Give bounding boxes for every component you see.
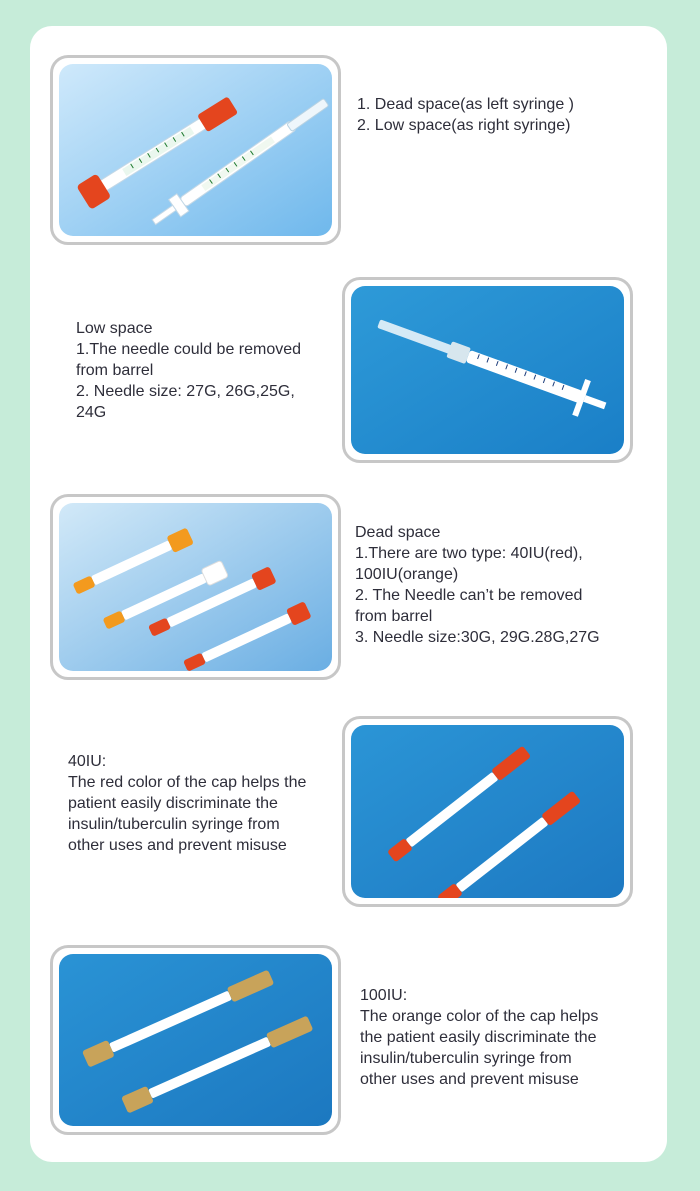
overview-image-frame bbox=[50, 55, 341, 245]
low-space-heading: Low space bbox=[76, 320, 153, 337]
40iu-text bbox=[68, 751, 306, 856]
100iu-text bbox=[360, 985, 598, 1090]
syringe-pair-icon bbox=[59, 64, 332, 236]
40iu-line-1: The red color of the cap helps the bbox=[68, 774, 307, 791]
dead-space-line-1: 1.There are two type: 40IU(red), bbox=[355, 545, 583, 562]
dead-space-heading: Dead space bbox=[355, 524, 441, 541]
low-space-line-3: 2. Needle size: 27G, 26G,25G, bbox=[76, 383, 295, 400]
dead-space-text bbox=[355, 522, 600, 648]
orange-cap-syringes-icon bbox=[59, 954, 332, 1126]
40iu-line-4: other uses and prevent misuse bbox=[68, 837, 287, 854]
red-cap-syringes-icon bbox=[351, 725, 624, 898]
dead-space-line-2: 100IU(orange) bbox=[355, 566, 459, 583]
40iu-heading: 40IU: bbox=[68, 753, 107, 770]
low-space-text bbox=[76, 318, 301, 423]
100iu-line-2: the patient easily discriminate the bbox=[360, 1029, 597, 1046]
overview-line-2: 2. Low space(as right syringe) bbox=[357, 117, 571, 134]
100iu-line-3: insulin/tuberculin syringe from bbox=[360, 1050, 572, 1067]
dead-space-syringes-icon bbox=[59, 503, 332, 671]
100iu-heading: 100IU: bbox=[360, 987, 408, 1004]
low-space-syringe-icon bbox=[351, 286, 624, 454]
overview-text bbox=[357, 94, 574, 136]
low-space-line-4: 24G bbox=[76, 404, 107, 421]
40iu-image-frame bbox=[342, 716, 633, 907]
low-space-image-frame bbox=[342, 277, 633, 463]
dead-space-line-5: 3. Needle size:30G, 29G.28G,27G bbox=[355, 629, 600, 646]
overview-line-1: 1. Dead space(as left syringe ) bbox=[357, 96, 574, 113]
dead-space-line-3: 2. The Needle can’t be removed bbox=[355, 587, 583, 604]
100iu-image-frame bbox=[50, 945, 341, 1135]
40iu-line-3: insulin/tuberculin syringe from bbox=[68, 816, 280, 833]
100iu-line-4: other uses and prevent misuse bbox=[360, 1071, 579, 1088]
dead-space-image-frame bbox=[50, 494, 341, 680]
40iu-line-2: patient easily discriminate the bbox=[68, 795, 278, 812]
low-space-line-1: 1.The needle could be removed bbox=[76, 341, 302, 358]
low-space-line-2: from barrel bbox=[76, 362, 154, 379]
100iu-line-1: The orange color of the cap helps bbox=[360, 1008, 599, 1025]
dead-space-line-4: from barrel bbox=[355, 608, 433, 625]
